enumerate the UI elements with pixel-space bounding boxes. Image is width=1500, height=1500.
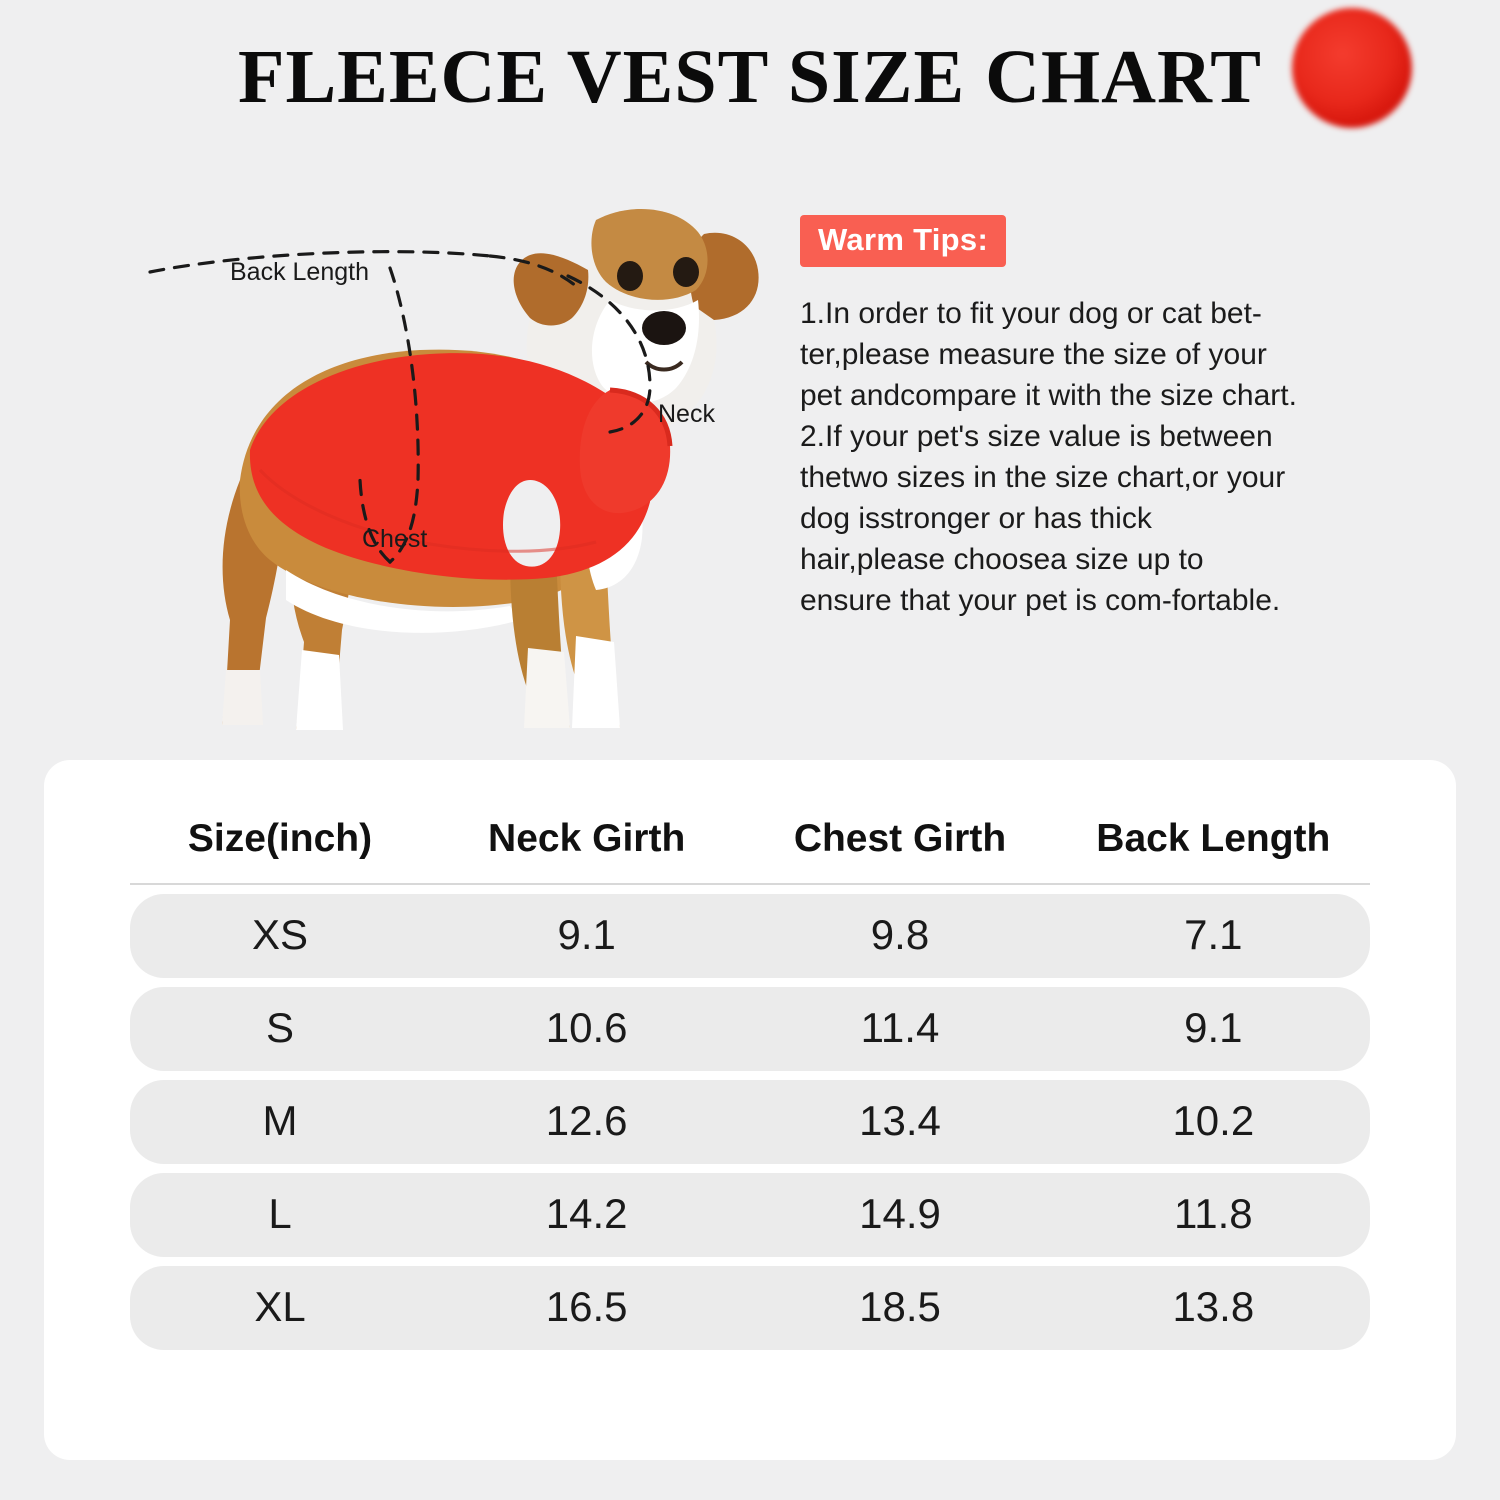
table-row [130, 894, 1370, 978]
tips-line: ensure that your pet is com-fortable. [800, 584, 1281, 617]
table-cell-chest: 13.4 [743, 1080, 1056, 1164]
size-table-card [44, 760, 1456, 1460]
tips-line: thetwo sizes in the size chart,or your [800, 461, 1286, 494]
tips-line: hair,please choosea size up to [800, 543, 1204, 576]
table-cell-back: 11.8 [1057, 1173, 1370, 1257]
tips-line: pet andcompare it with the size chart. [800, 379, 1297, 412]
table-header-cell: Chest Girth [743, 807, 1056, 885]
page-title: FLEECE VEST SIZE CHART [238, 35, 1262, 119]
tips-line: dog isstronger or has thick [800, 502, 1152, 535]
table-cell-chest: 11.4 [743, 987, 1056, 1071]
label-chest: Chest [362, 525, 428, 553]
table-row [130, 1080, 1370, 1164]
table-cell-chest: 14.9 [743, 1173, 1056, 1257]
table-cell-size: L [130, 1173, 430, 1257]
table-cell-back: 9.1 [1057, 987, 1370, 1071]
title-bar [0, 34, 1500, 121]
table-header-cell: Neck Girth [430, 807, 743, 885]
table-row [130, 1173, 1370, 1257]
table-cell-neck: 16.5 [430, 1266, 743, 1350]
table-header-cell: Size(inch) [130, 807, 430, 885]
table-cell-size: XL [130, 1266, 430, 1350]
table-row [130, 987, 1370, 1071]
table-cell-back: 10.2 [1057, 1080, 1370, 1164]
table-header-cell: Back Length [1057, 807, 1370, 885]
tips-line: ter,please measure the size of your [800, 338, 1267, 371]
product-illustration [90, 150, 790, 750]
table-cell-size: S [130, 987, 430, 1071]
table-cell-chest: 18.5 [743, 1266, 1056, 1350]
table-cell-neck: 14.2 [430, 1173, 743, 1257]
table-cell-neck: 9.1 [430, 894, 743, 978]
tips-line: 1.In order to fit your dog or cat bet- [800, 297, 1262, 330]
tips-line: 2.If your pet's size value is between [800, 420, 1273, 453]
table-cell-back: 13.8 [1057, 1266, 1370, 1350]
table-cell-chest: 9.8 [743, 894, 1056, 978]
table-cell-back: 7.1 [1057, 894, 1370, 978]
table-cell-size: M [130, 1080, 430, 1164]
table-header-row [130, 807, 1370, 885]
warm-tips-badge: Warm Tips: [800, 215, 1006, 267]
label-back-length: Back Length [230, 258, 369, 286]
size-table [130, 798, 1370, 1359]
table-cell-neck: 10.6 [430, 987, 743, 1071]
warm-tips-section [800, 215, 1400, 621]
table-cell-neck: 12.6 [430, 1080, 743, 1164]
table-cell-size: XS [130, 894, 430, 978]
warm-tips-body [800, 293, 1400, 621]
table-row [130, 1266, 1370, 1350]
label-neck: Neck [658, 400, 715, 428]
dog-vest-diagram [90, 150, 790, 730]
